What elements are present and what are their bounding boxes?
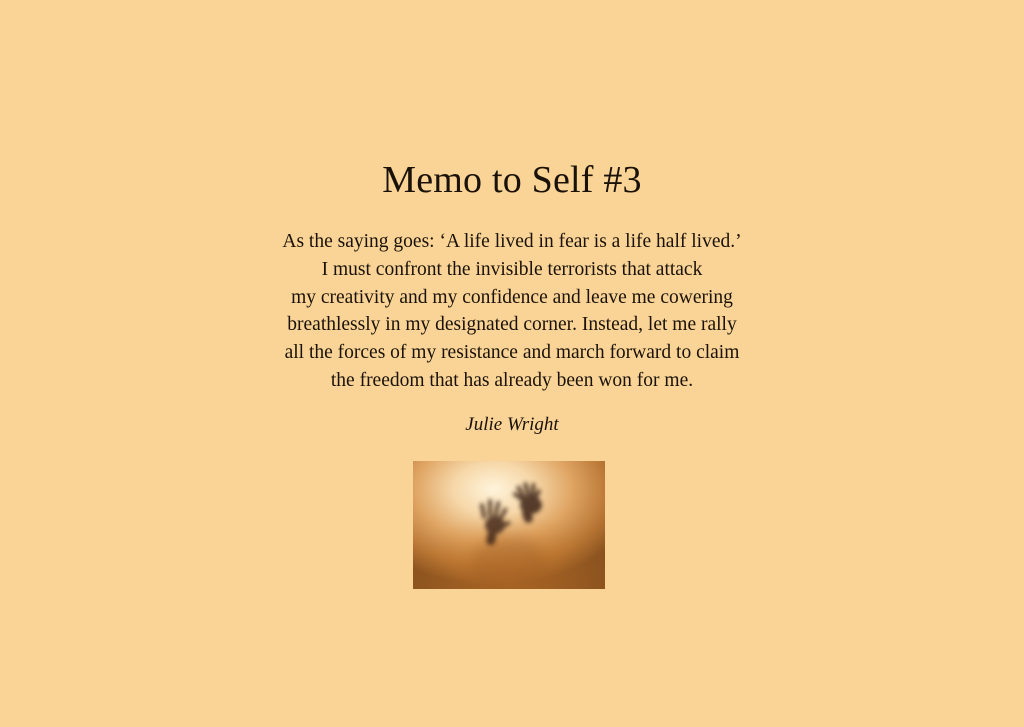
page-title: Memo to Self #3 xyxy=(382,159,642,201)
poem-line: As the saying goes: ‘A life lived in fear is a life half lived.’ xyxy=(282,231,742,252)
poem-line: my creativity and my confidence and leave me cowering xyxy=(291,286,733,308)
poem-line: breathlessly in my designated corner. Instead, let me rally xyxy=(287,314,737,336)
poem-line: all the forces of my resistance and march forward to claim xyxy=(284,342,740,364)
author-signature: Julie Wright xyxy=(465,414,559,435)
hands-behind-glass-photo xyxy=(413,461,605,589)
poem-body xyxy=(0,228,1024,395)
poem-line: I must confront the invisible terrorists that attack xyxy=(321,258,703,280)
poem-line: the freedom that has already been won for me. xyxy=(330,369,694,391)
